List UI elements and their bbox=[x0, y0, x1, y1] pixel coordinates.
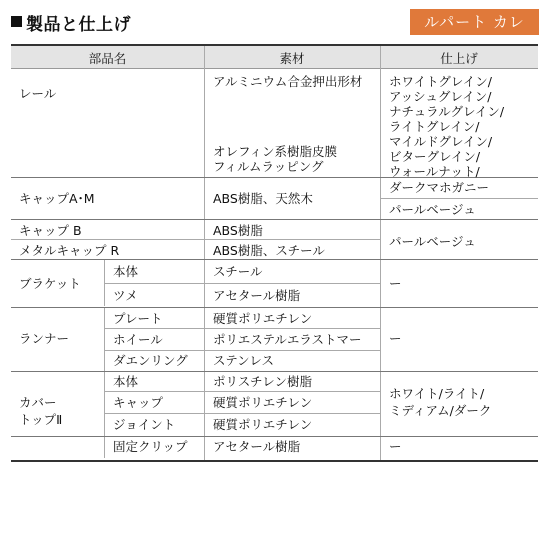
sub-part-cover-joint: ジョイント bbox=[113, 417, 176, 432]
row-divider bbox=[380, 198, 538, 199]
row-divider bbox=[11, 239, 380, 240]
part-cap-am: キャップA･M bbox=[19, 191, 95, 206]
part-cover-2: トップⅡ bbox=[19, 412, 63, 427]
header bbox=[11, 9, 539, 37]
row-divider bbox=[104, 283, 380, 284]
sub-part-runner-ring: ダエンリング bbox=[113, 353, 188, 368]
row-divider bbox=[11, 259, 538, 260]
material-rail-film-2: フィルムラッピング bbox=[213, 159, 324, 174]
material-cap-b: ABS樹脂 bbox=[213, 223, 263, 238]
finish-bracket: ー bbox=[389, 276, 402, 291]
row-divider bbox=[11, 371, 538, 372]
part-metal-cap-r: メタルキャップ R bbox=[19, 243, 120, 258]
spec-table bbox=[11, 44, 538, 462]
material-bracket-claw: アセタール樹脂 bbox=[213, 288, 301, 303]
sub-part-bracket-claw: ツメ bbox=[113, 288, 138, 303]
sub-part-clip: 固定クリップ bbox=[113, 439, 188, 454]
material-runner-plate: 硬質ポリエチレン bbox=[213, 311, 313, 326]
part-cover-1: カバー bbox=[19, 395, 57, 410]
column-header-part: 部品名 bbox=[88, 51, 127, 66]
finish-rail-4: マイルドグレイン/ bbox=[389, 134, 493, 149]
finish-rail-7: ダークマホガニー bbox=[389, 180, 490, 195]
row-divider bbox=[11, 307, 538, 308]
sub-part-cover-cap: キャップ bbox=[113, 395, 164, 410]
material-bracket-body: スチール bbox=[213, 264, 263, 279]
row-divider bbox=[11, 436, 538, 437]
material-cover-cap: 硬質ポリエチレン bbox=[213, 395, 313, 410]
finish-clip: ー bbox=[389, 439, 402, 454]
part-bracket: ブラケット bbox=[19, 276, 81, 291]
material-runner-wheel: ポリエステルエラストマー bbox=[213, 332, 362, 347]
material-metal-cap-r: ABS樹脂、スチール bbox=[213, 243, 325, 258]
finish-rail-1: アッシュグレイン/ bbox=[389, 89, 492, 104]
sub-part-runner-plate: プレート bbox=[113, 311, 163, 326]
part-rail: レール bbox=[19, 86, 57, 101]
finish-cover-1: ホワイト/ライト/ bbox=[389, 386, 485, 401]
finish-rail-0: ホワイトグレイン/ bbox=[389, 74, 492, 89]
square-bullet-icon bbox=[11, 16, 22, 27]
column-header-finish: 仕上げ bbox=[440, 51, 478, 66]
finish-cap-b-metal: パールベージュ bbox=[389, 234, 476, 249]
row-divider bbox=[11, 219, 538, 220]
row-divider bbox=[104, 328, 380, 329]
material-rail-film-1: オレフィン系樹脂皮膜 bbox=[213, 144, 338, 159]
finish-runner: ー bbox=[389, 331, 402, 346]
row-divider bbox=[104, 350, 380, 351]
column-divider bbox=[380, 46, 381, 460]
material-cap-am: ABS樹脂、天然木 bbox=[213, 191, 313, 206]
material-cover-body: ポリスチレン樹脂 bbox=[213, 374, 312, 389]
material-clip: アセタール樹脂 bbox=[213, 439, 301, 454]
finish-rail-2: ナチュラルグレイン/ bbox=[389, 104, 505, 119]
sub-part-bracket-body: 本体 bbox=[113, 264, 139, 279]
table-header bbox=[11, 46, 538, 69]
row-divider bbox=[104, 413, 380, 414]
page-title: 製品と仕上げ bbox=[26, 15, 131, 35]
sub-part-cover-body: 本体 bbox=[113, 374, 139, 389]
row-divider bbox=[104, 391, 380, 392]
material-rail-aluminium: アルミニウム合金押出形材 bbox=[213, 74, 363, 89]
finish-rail-6: ウォールナット/ bbox=[389, 164, 480, 179]
part-cap-b: キャップ B bbox=[19, 223, 82, 238]
finish-cap-am: パールベージュ bbox=[389, 202, 476, 217]
finish-rail-3: ライトグレイン/ bbox=[389, 119, 480, 134]
brand-badge: ルパート カレ bbox=[410, 9, 539, 35]
column-header-material: 素材 bbox=[279, 51, 305, 66]
sub-part-runner-wheel: ホイール bbox=[113, 332, 163, 347]
part-runner: ランナー bbox=[19, 331, 70, 346]
column-divider bbox=[204, 46, 205, 460]
material-runner-ring: ステンレス bbox=[213, 353, 274, 368]
material-cover-joint: 硬質ポリエチレン bbox=[213, 417, 313, 432]
column-divider bbox=[104, 308, 105, 371]
finish-cover-2: ミディアム/ダーク bbox=[389, 403, 492, 418]
finish-rail-5: ビターグレイン/ bbox=[389, 149, 481, 164]
column-divider bbox=[104, 372, 105, 458]
